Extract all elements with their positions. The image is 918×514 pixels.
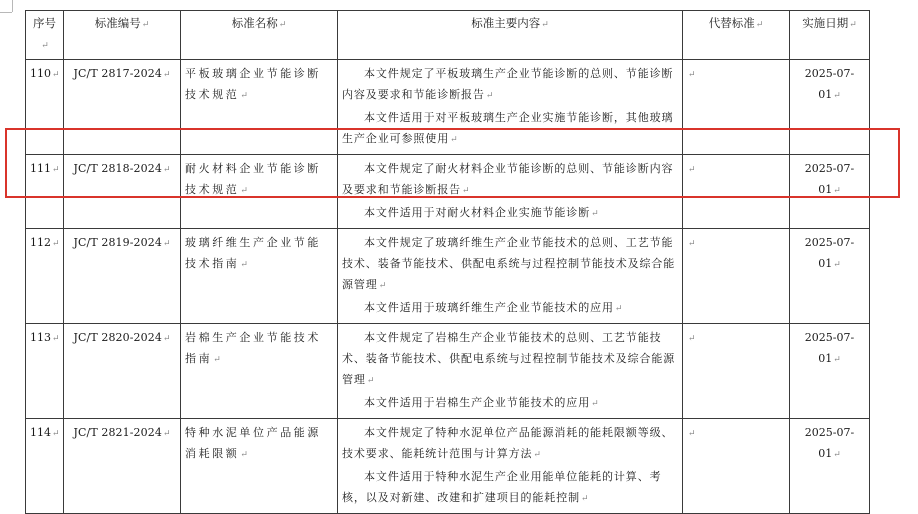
- content-paragraph: 本文件规定了特种水泥单位产品能源消耗的能耗限额等级、技术要求、能耗统计范围与计算方法↵: [342, 426, 674, 460]
- content-paragraph: 本文件规定了岩棉生产企业节能技术的总则、工艺节能技术、装备节能技术、供配电系统与过程控制节能技术及综合能源管理↵: [342, 331, 676, 386]
- cell-date: 2025-07-01↵: [790, 60, 870, 155]
- cell-no: 113↵: [26, 324, 64, 419]
- cell-no: 112↵: [26, 229, 64, 324]
- cell-code: JC/T 2818-2024↵: [64, 155, 181, 229]
- cell-replaces: ↵: [683, 324, 790, 419]
- table-row: [26, 324, 870, 419]
- cell-date: 2025-07-01↵: [790, 155, 870, 229]
- cell-no: 110↵: [26, 60, 64, 155]
- header-name: 标准名称↵: [181, 11, 338, 60]
- content-paragraph: 本文件规定了平板玻璃生产企业节能诊断的总则、节能诊断内容及要求和节能诊断报告↵: [342, 67, 674, 101]
- content-paragraph: 本文件规定了玻璃纤维生产企业节能技术的总则、工艺节能技术、装备节能技术、供配电系统与过程控制节能技术及综合能源管理↵: [342, 236, 676, 291]
- cell-content: [338, 155, 683, 229]
- content-paragraph: 本文件规定了耐火材料企业节能诊断的总则、节能诊断内容及要求和节能诊断报告↵: [342, 162, 674, 196]
- cell-replaces: ↵: [683, 155, 790, 229]
- table-header-row: [26, 11, 870, 60]
- cell-code: JC/T 2820-2024↵: [64, 324, 181, 419]
- cell-no: 111↵: [26, 155, 64, 229]
- content-paragraph: 本文件适用于对平板玻璃生产企业实施节能诊断，其他玻璃生产企业可参照使用↵: [342, 111, 674, 145]
- cell-name: 耐火材料企业节能诊断技术规范↵: [181, 155, 338, 229]
- cell-code: JC/T 2819-2024↵: [64, 229, 181, 324]
- cell-code: JC/T 2821-2024↵: [64, 419, 181, 514]
- header-code: 标准编号↵: [64, 11, 181, 60]
- cell-name: 岩棉生产企业节能技术指南↵: [181, 324, 338, 419]
- cell-date: 2025-07-01↵: [790, 419, 870, 514]
- cell-content: [338, 419, 683, 514]
- cell-content: [338, 324, 683, 419]
- cell-date: 2025-07-01↵: [790, 324, 870, 419]
- content-paragraph: 本文件适用于玻璃纤维生产企业节能技术的应用↵: [364, 301, 623, 314]
- margin-guide-horizontal: [0, 12, 12, 13]
- table-row: [26, 229, 870, 324]
- cell-replaces: ↵: [683, 419, 790, 514]
- cell-no: 114↵: [26, 419, 64, 514]
- content-paragraph: 本文件适用于岩棉生产企业节能技术的应用↵: [364, 396, 599, 409]
- cell-content: [338, 229, 683, 324]
- header-content: 标准主要内容↵: [338, 11, 683, 60]
- cell-date: 2025-07-01↵: [790, 229, 870, 324]
- content-paragraph: 本文件适用于对耐火材料企业实施节能诊断↵: [364, 206, 599, 219]
- cell-name: 特种水泥单位产品能源消耗限额↵: [181, 419, 338, 514]
- cell-replaces: ↵: [683, 229, 790, 324]
- cell-name: 平板玻璃企业节能诊断技术规范↵: [181, 60, 338, 155]
- header-date: 实施日期↵: [790, 11, 870, 60]
- table-row: [26, 419, 870, 514]
- cell-name: 玻璃纤维生产企业节能技术指南↵: [181, 229, 338, 324]
- cell-code: JC/T 2817-2024↵: [64, 60, 181, 155]
- standards-table: [25, 10, 870, 514]
- header-replaces: 代替标准↵: [683, 11, 790, 60]
- table-row: [26, 60, 870, 155]
- content-paragraph: 本文件适用于特种水泥生产企业用能单位能耗的计算、考核，以及对新建、改建和扩建项目的能耗控制↵: [342, 470, 662, 504]
- table-row-highlighted: [26, 155, 870, 229]
- header-no: 序号↵: [26, 11, 64, 60]
- margin-guide-vertical: [12, 0, 13, 12]
- cell-content: [338, 60, 683, 155]
- cell-replaces: ↵: [683, 60, 790, 155]
